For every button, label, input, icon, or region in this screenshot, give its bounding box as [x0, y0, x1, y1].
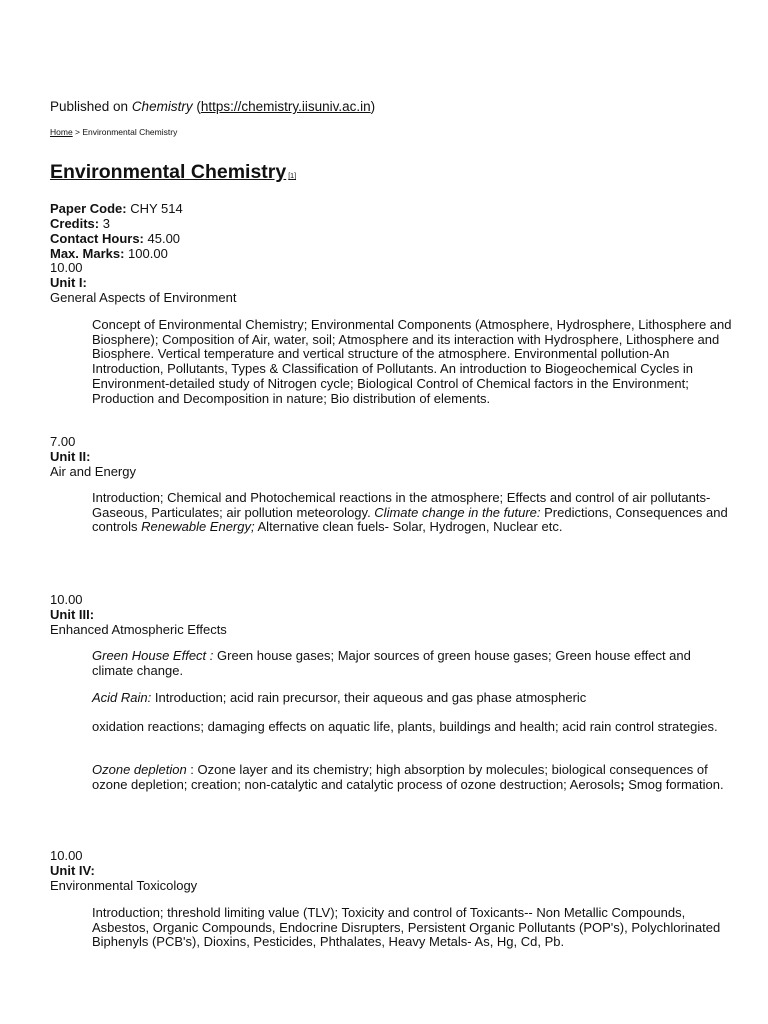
published-close: ) [370, 99, 376, 114]
unit-content-text [92, 691, 732, 706]
page-title-link[interactable]: Environmental Chemistry [50, 161, 287, 183]
paper-meta [50, 201, 183, 261]
max-marks-row [50, 246, 183, 261]
unit-content-text [92, 491, 732, 535]
unit-2-content [92, 491, 732, 535]
paper-code-label: Paper Code: [50, 201, 127, 216]
unit-3-header [50, 592, 730, 637]
unit-3-acid-rain-paragraph [92, 691, 732, 706]
unit-title: Air and Energy [50, 464, 136, 479]
unit-4-content [92, 906, 732, 950]
unit-content-emphasis: Green House Effect : [92, 648, 214, 663]
unit-content-emphasis: Ozone depletion [92, 762, 187, 777]
unit-label: Unit II: [50, 449, 91, 464]
title-reference-link[interactable]: [1] [288, 173, 297, 180]
published-line [50, 99, 375, 114]
published-prefix: Published on [50, 99, 132, 114]
unit-content-part: Smog formation. [624, 776, 724, 792]
unit-content-emphasis: Renewable Energy; [141, 519, 255, 535]
unit-3-oxidation-paragraph [92, 720, 732, 735]
paper-code-row [50, 201, 183, 216]
unit-content-part: : Ozone layer and its chemistry; high absorption by molecules; biological consequences of ozone depletion; creation; non-catalytic and catalytic process of ozone destruction; Aerosols [92, 762, 708, 792]
unit-content-emphasis: Climate change in the future: [374, 504, 541, 520]
unit-content-text: Introduction; threshold limiting value (TLV); Toxicity and control of Toxicants-- Non Metallic Compounds, Asbestos, Organic Compounds, Endocrine Disrupters, Persistent Organic Pollutants (POP's), Polychlorinated Biphenyls (PCB's), Dioxins, Pesticides, Phthalates, Heavy Metals- As, Hg, Cd, Pb. [92, 905, 721, 950]
unit-content-part: Green house gases; Major sources of green house gases; Green house effect and climate change. [92, 648, 691, 678]
unit-content-emphasis: Acid Rain: [92, 690, 152, 705]
unit-content-part: Introduction; acid rain precursor, their aqueous and gas phase atmospheric [151, 690, 587, 705]
unit-label: Unit I: [50, 275, 87, 290]
unit-content-bold: ; [620, 776, 625, 792]
unit-content-text: oxidation reactions; damaging effects on aquatic life, plants, buildings and health; acid rain control strategies. [92, 719, 718, 734]
max-marks-label: Max. Marks: [50, 246, 125, 261]
credits-row [50, 216, 183, 231]
unit-hours: 10.00 [50, 592, 83, 607]
page-title [50, 160, 296, 189]
breadcrumb-separator: > [72, 127, 83, 137]
unit-1-content [92, 318, 732, 406]
unit-title: General Aspects of Environment [50, 290, 237, 305]
unit-content-part: Alternative clean fuels- Solar, Hydrogen, Nuclear etc. [254, 519, 563, 535]
unit-label: Unit III: [50, 607, 95, 622]
unit-3-ozone-paragraph [92, 763, 732, 792]
unit-hours: 10.00 [50, 260, 83, 275]
unit-content-text [92, 649, 732, 678]
max-marks-value: 100.00 [124, 246, 168, 261]
published-open: ( [192, 99, 201, 114]
contact-hours-label: Contact Hours: [50, 231, 144, 246]
credits-label: Credits: [50, 216, 100, 231]
unit-content-text [92, 763, 732, 792]
unit-content-part: Introduction; Chemical and Photochemical reactions in the atmosphere; Effects and control of air pollutants-Gaseous, Particulates; air pollution meteorology. [92, 490, 711, 520]
unit-content-part: Predictions, Consequences and controls [92, 504, 728, 535]
unit-4-header [50, 848, 730, 893]
paper-code-value: CHY 514 [126, 201, 183, 216]
unit-title: Environmental Toxicology [50, 878, 198, 893]
unit-1-header [50, 260, 730, 305]
unit-label: Unit IV: [50, 863, 95, 878]
breadcrumb [50, 127, 177, 137]
unit-hours: 10.00 [50, 848, 83, 863]
unit-2-header [50, 434, 730, 479]
contact-hours-row [50, 231, 183, 246]
unit-3-greenhouse-paragraph [92, 649, 732, 678]
unit-hours: 7.00 [50, 434, 76, 449]
unit-title: Enhanced Atmospheric Effects [50, 622, 227, 637]
credits-value: 3 [99, 216, 110, 231]
breadcrumb-current: Environmental Chemistry [82, 127, 178, 137]
unit-content-text: Concept of Environmental Chemistry; Environmental Components (Atmosphere, Hydrosphere, Lithosphere and Biosphere); Composition of Air, water, soil; Atmosphere and its interaction with Hydrosphere, Lithosphere and Biosphere. Vertical temperature and vertical structure of the atmosphere. Environmental pollution-An Introduction, Pollutants, Types & Classification of Pollutants. An introduction to Biogeochemical Cycles in Environment-detailed study of Nitrogen cycle; Biological Control of Chemical factors in the Environment; Production and Decomposition in nature; Bio distribution of elements. [92, 317, 732, 406]
breadcrumb-home-link[interactable]: Home [50, 127, 73, 137]
published-url-link[interactable]: https://chemistry.iisuniv.ac.in [200, 99, 371, 114]
published-source: Chemistry [131, 99, 193, 114]
contact-hours-value: 45.00 [143, 231, 181, 246]
